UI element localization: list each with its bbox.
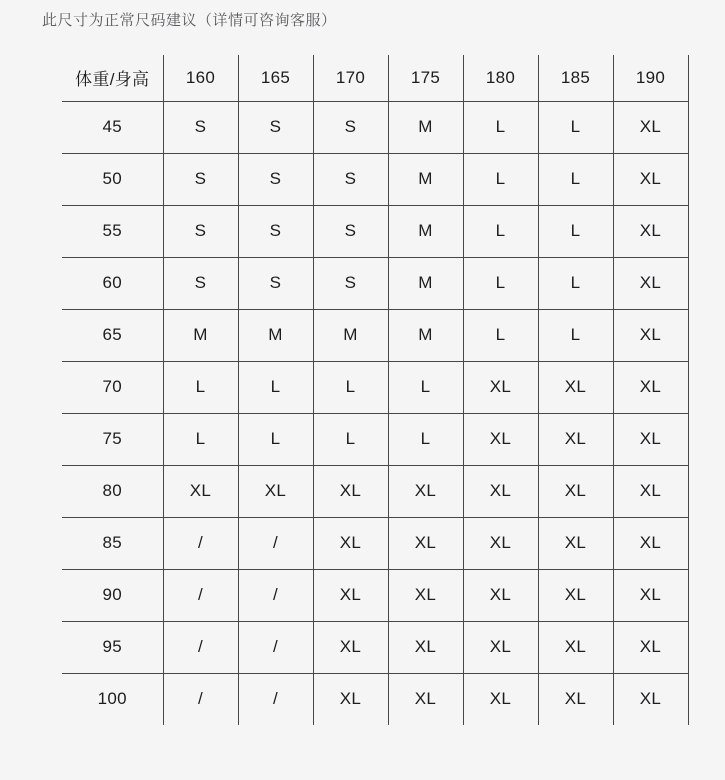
size-cell: XL (313, 621, 388, 673)
size-cell: S (313, 205, 388, 257)
table-header (62, 55, 688, 101)
size-cell: XL (463, 569, 538, 621)
size-cell: XL (613, 309, 688, 361)
weight-cell: 100 (62, 673, 163, 725)
size-cell: XL (388, 673, 463, 725)
size-cell: L (538, 309, 613, 361)
size-cell: XL (463, 361, 538, 413)
table-row (62, 413, 688, 465)
size-cell: XL (313, 517, 388, 569)
size-cell: M (388, 101, 463, 153)
size-cell: XL (613, 569, 688, 621)
height-header: 180 (463, 55, 538, 101)
size-cell: XL (388, 517, 463, 569)
weight-cell: 45 (62, 101, 163, 153)
size-cell: XL (538, 621, 613, 673)
weight-cell: 60 (62, 257, 163, 309)
weight-cell: 95 (62, 621, 163, 673)
size-cell: S (163, 153, 238, 205)
size-cell: XL (613, 257, 688, 309)
table-row (62, 309, 688, 361)
size-cell: M (163, 309, 238, 361)
table-body (62, 101, 688, 725)
size-cell: XL (388, 569, 463, 621)
size-cell: S (163, 205, 238, 257)
size-cell: S (238, 257, 313, 309)
size-cell: / (238, 517, 313, 569)
size-cell: XL (313, 465, 388, 517)
size-cell: M (313, 309, 388, 361)
size-advice-note: 此尺寸为正常尺码建议（详情可咨询客服） (42, 12, 337, 29)
size-cell: XL (238, 465, 313, 517)
size-cell: / (163, 673, 238, 725)
size-cell: XL (613, 673, 688, 725)
size-cell: M (388, 205, 463, 257)
size-cell: L (388, 361, 463, 413)
height-header: 185 (538, 55, 613, 101)
size-cell: / (163, 621, 238, 673)
size-cell: L (238, 413, 313, 465)
size-cell: S (313, 153, 388, 205)
size-cell: L (463, 205, 538, 257)
size-cell: XL (613, 205, 688, 257)
size-cell: L (538, 205, 613, 257)
table-row (62, 621, 688, 673)
size-cell: XL (163, 465, 238, 517)
size-cell: L (163, 413, 238, 465)
size-cell: L (238, 361, 313, 413)
weight-cell: 80 (62, 465, 163, 517)
size-cell: / (238, 621, 313, 673)
size-cell: / (238, 569, 313, 621)
size-cell: L (538, 101, 613, 153)
table-row (62, 153, 688, 205)
size-cell: L (463, 153, 538, 205)
size-cell: XL (613, 465, 688, 517)
size-cell: XL (463, 413, 538, 465)
weight-cell: 85 (62, 517, 163, 569)
header-row (62, 55, 688, 101)
size-cell: / (238, 673, 313, 725)
size-cell: L (163, 361, 238, 413)
size-cell: XL (538, 569, 613, 621)
size-cell: L (313, 361, 388, 413)
size-cell: XL (538, 465, 613, 517)
size-cell: XL (613, 621, 688, 673)
size-cell: XL (463, 621, 538, 673)
size-table (62, 55, 689, 725)
size-cell: S (238, 205, 313, 257)
size-cell: XL (538, 361, 613, 413)
size-cell: S (238, 101, 313, 153)
size-cell: S (313, 101, 388, 153)
height-header: 160 (163, 55, 238, 101)
table-row (62, 257, 688, 309)
size-cell: M (388, 257, 463, 309)
weight-cell: 55 (62, 205, 163, 257)
size-cell: S (238, 153, 313, 205)
table-row (62, 465, 688, 517)
size-cell: S (163, 101, 238, 153)
size-cell: XL (463, 517, 538, 569)
size-cell: / (163, 569, 238, 621)
table-row (62, 569, 688, 621)
size-cell: XL (538, 673, 613, 725)
table-row (62, 101, 688, 153)
size-cell: L (538, 153, 613, 205)
size-cell: L (538, 257, 613, 309)
size-cell: XL (613, 101, 688, 153)
table-row (62, 361, 688, 413)
weight-cell: 70 (62, 361, 163, 413)
table-row (62, 673, 688, 725)
size-cell: XL (388, 621, 463, 673)
size-cell: M (388, 153, 463, 205)
height-header: 190 (613, 55, 688, 101)
weight-cell: 90 (62, 569, 163, 621)
size-cell: XL (613, 517, 688, 569)
size-cell: XL (538, 413, 613, 465)
size-cell: XL (613, 413, 688, 465)
size-cell: XL (313, 673, 388, 725)
size-cell: XL (313, 569, 388, 621)
size-cell: L (388, 413, 463, 465)
size-cell: / (163, 517, 238, 569)
height-header: 175 (388, 55, 463, 101)
corner-header-weight-height: 体重/身高 (62, 55, 163, 101)
size-cell: XL (463, 673, 538, 725)
height-header: 165 (238, 55, 313, 101)
size-cell: XL (388, 465, 463, 517)
size-cell: L (313, 413, 388, 465)
size-cell: S (313, 257, 388, 309)
size-cell: M (388, 309, 463, 361)
size-cell: XL (538, 517, 613, 569)
height-header: 170 (313, 55, 388, 101)
weight-cell: 50 (62, 153, 163, 205)
table-row (62, 517, 688, 569)
size-cell: XL (613, 361, 688, 413)
size-cell: L (463, 257, 538, 309)
size-cell: L (463, 101, 538, 153)
table-row (62, 205, 688, 257)
size-cell: XL (613, 153, 688, 205)
weight-cell: 75 (62, 413, 163, 465)
size-cell: XL (463, 465, 538, 517)
size-cell: S (163, 257, 238, 309)
size-cell: M (238, 309, 313, 361)
size-cell: L (463, 309, 538, 361)
weight-cell: 65 (62, 309, 163, 361)
